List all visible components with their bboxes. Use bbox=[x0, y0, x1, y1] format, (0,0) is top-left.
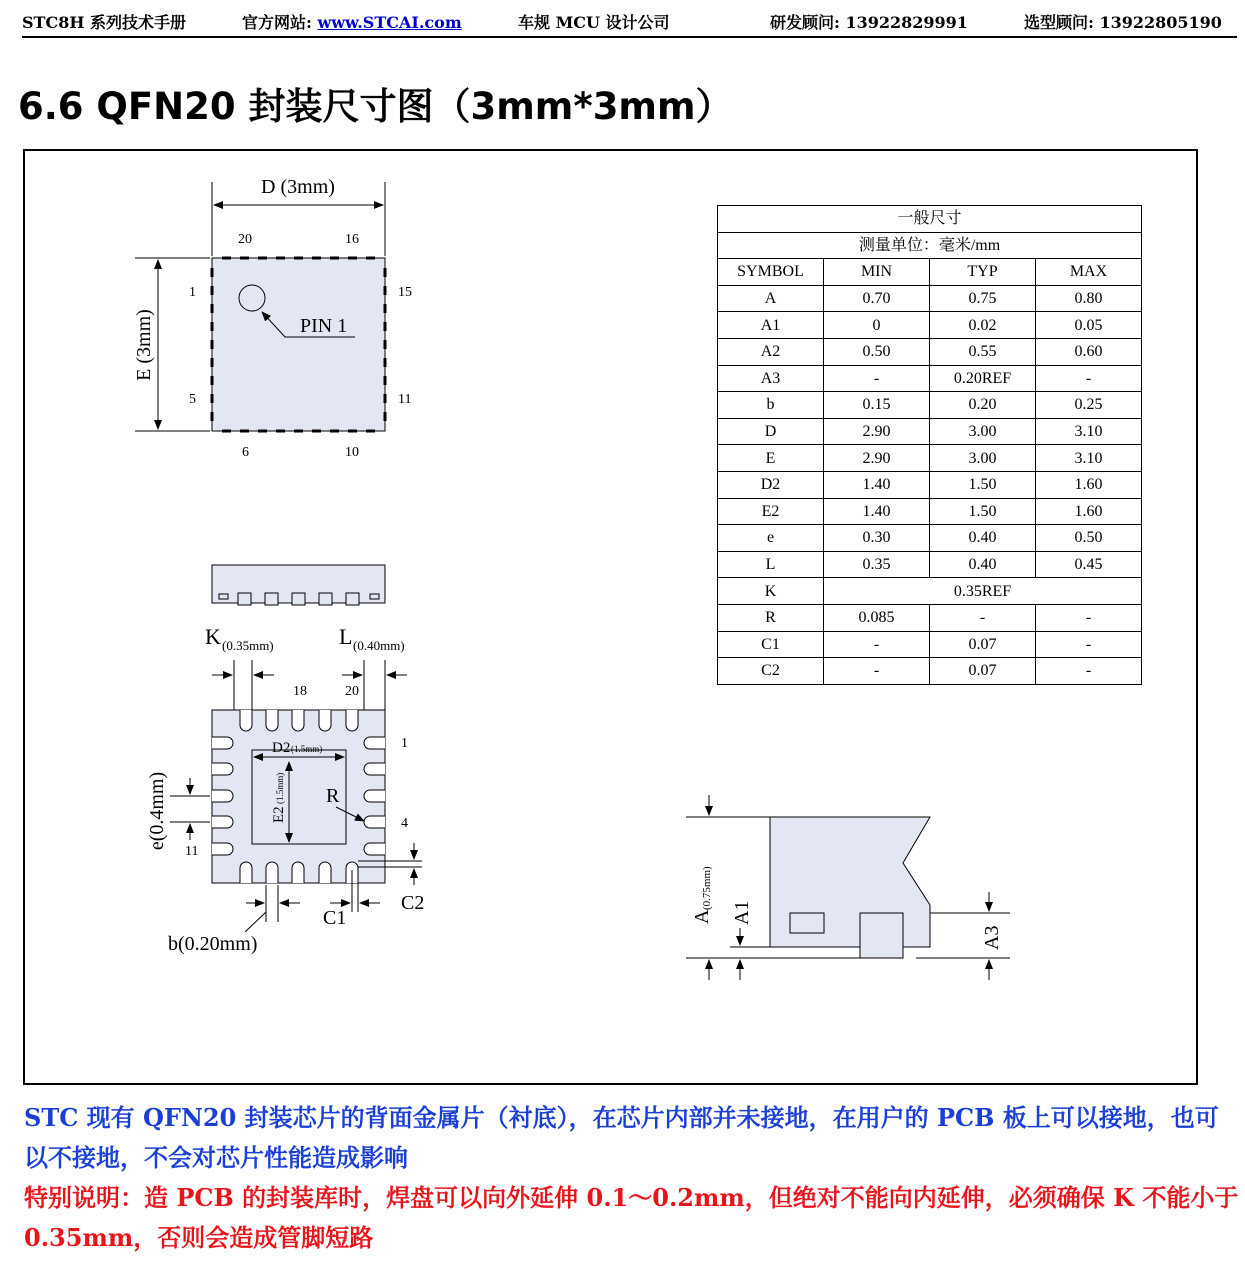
l-subscript: (0.40mm) bbox=[353, 638, 405, 653]
table-cell: E bbox=[718, 445, 824, 472]
table-row bbox=[718, 578, 1142, 605]
table-title: 一般尺寸 bbox=[718, 206, 1142, 233]
side-view bbox=[212, 565, 385, 605]
table-cell: 0.55 bbox=[930, 338, 1036, 365]
table-row bbox=[718, 445, 1142, 472]
table-header-row bbox=[718, 259, 1142, 286]
d-dimension-label: D (3mm) bbox=[261, 176, 335, 198]
a1-label: A1 bbox=[731, 900, 753, 925]
table-cell: D bbox=[718, 418, 824, 445]
top-view bbox=[133, 176, 412, 460]
table-unit-row bbox=[718, 232, 1142, 259]
pin-label-11: 11 bbox=[398, 392, 412, 407]
table-cell: 0.07 bbox=[930, 631, 1036, 658]
table-header-cell: MAX bbox=[1036, 259, 1142, 286]
table-cell: 0.30 bbox=[824, 525, 930, 552]
table-row bbox=[718, 365, 1142, 392]
section-title: 6.6 QFN20 封装尺寸图（3mm*3mm） bbox=[18, 85, 733, 128]
manual-title: STC8H 系列技术手册 bbox=[22, 13, 187, 32]
table-cell: 1.60 bbox=[1036, 471, 1142, 498]
table-cell: 0.35REF bbox=[824, 578, 1142, 605]
table-cell: 1.50 bbox=[930, 471, 1036, 498]
pin1-label: PIN 1 bbox=[300, 315, 348, 337]
pin-label-6: 6 bbox=[242, 445, 249, 460]
table-row bbox=[718, 658, 1142, 685]
c1-label: C1 bbox=[323, 907, 347, 929]
d2-subscript: (1.5mm) bbox=[291, 744, 323, 754]
table-cell: 1.40 bbox=[824, 498, 930, 525]
table-row bbox=[718, 471, 1142, 498]
table-cell: 0.07 bbox=[930, 658, 1036, 685]
table-cell: 1.60 bbox=[1036, 498, 1142, 525]
site-label: 官方网站: bbox=[242, 13, 318, 32]
table-cell: 3.10 bbox=[1036, 445, 1142, 472]
sales-contact: 选型顾问: 13922805190 bbox=[1024, 13, 1222, 32]
table-cell: D2 bbox=[718, 471, 824, 498]
e-pitch-label: e(0.4mm) bbox=[146, 771, 168, 851]
table-row bbox=[718, 312, 1142, 339]
a-label: A bbox=[691, 909, 713, 924]
bpin-label-20: 20 bbox=[345, 684, 359, 699]
table-cell: 2.90 bbox=[824, 445, 930, 472]
table-cell: 0.40 bbox=[930, 551, 1036, 578]
table-cell: - bbox=[824, 631, 930, 658]
tagline: 车规 MCU 设计公司 bbox=[518, 13, 670, 32]
table-row bbox=[718, 338, 1142, 365]
d2-label: D2 bbox=[272, 740, 291, 756]
table-header-cell: TYP bbox=[930, 259, 1036, 286]
table-cell: 0.02 bbox=[930, 312, 1036, 339]
b-label: b(0.20mm) bbox=[168, 933, 258, 955]
k-label: K bbox=[205, 624, 221, 649]
table-row bbox=[718, 418, 1142, 445]
table-cell: E2 bbox=[718, 498, 824, 525]
table-cell: - bbox=[824, 658, 930, 685]
c2-label: C2 bbox=[401, 892, 425, 914]
table-cell: 0.25 bbox=[1036, 392, 1142, 419]
table-cell: 0 bbox=[824, 312, 930, 339]
e-dimension-label: E (3mm) bbox=[133, 309, 155, 381]
table-cell: A bbox=[718, 285, 824, 312]
pin-label-20: 20 bbox=[238, 232, 252, 247]
table-cell: L bbox=[718, 551, 824, 578]
table-row bbox=[718, 285, 1142, 312]
table-cell: 0.15 bbox=[824, 392, 930, 419]
pcb-warning-note: 特别说明：造 PCB 的封装库时，焊盘可以向外延伸 0.1～0.2mm，但绝对不能向内延伸，必须确保 K 不能小于 0.35mm，否则会造成管脚短路 bbox=[24, 1183, 1239, 1252]
bpin-label-4: 4 bbox=[401, 816, 408, 831]
table-cell: 0.50 bbox=[824, 338, 930, 365]
table-cell: 0.75 bbox=[930, 285, 1036, 312]
table-cell: 0.60 bbox=[1036, 338, 1142, 365]
table-row bbox=[718, 631, 1142, 658]
table-cell: A1 bbox=[718, 312, 824, 339]
table-cell: 1.40 bbox=[824, 471, 930, 498]
bpin-label-1: 1 bbox=[401, 736, 408, 751]
table-row bbox=[718, 392, 1142, 419]
table-cell: 0.80 bbox=[1036, 285, 1142, 312]
section-view bbox=[686, 795, 1010, 980]
table-cell: 0.45 bbox=[1036, 551, 1142, 578]
pin-label-10: 10 bbox=[345, 445, 359, 460]
table-header-cell: SYMBOL bbox=[718, 259, 824, 286]
e2-label: E2 bbox=[271, 806, 287, 823]
table-cell: R bbox=[718, 604, 824, 631]
table-cell: 0.20REF bbox=[930, 365, 1036, 392]
a-subscript: (0.75mm) bbox=[701, 866, 713, 910]
table-row bbox=[718, 551, 1142, 578]
table-unit: 测量单位：毫米/mm bbox=[718, 232, 1142, 259]
site-link[interactable]: www.STCAI.com bbox=[317, 13, 462, 32]
top-body bbox=[212, 258, 385, 431]
table-cell: 0.35 bbox=[824, 551, 930, 578]
table-cell: 0.50 bbox=[1036, 525, 1142, 552]
pin-label-5: 5 bbox=[189, 392, 196, 407]
table-row bbox=[718, 604, 1142, 631]
table-row bbox=[718, 498, 1142, 525]
table-cell: K bbox=[718, 578, 824, 605]
table-cell: 0.70 bbox=[824, 285, 930, 312]
table-cell: 0.05 bbox=[1036, 312, 1142, 339]
table-cell: A2 bbox=[718, 338, 824, 365]
table-row bbox=[718, 525, 1142, 552]
table-cell: b bbox=[718, 392, 824, 419]
table-cell: 0.20 bbox=[930, 392, 1036, 419]
table-cell: 3.00 bbox=[930, 445, 1036, 472]
bpin-label-11: 11 bbox=[185, 844, 199, 859]
pin-label-16: 16 bbox=[345, 232, 359, 247]
table-cell: - bbox=[824, 365, 930, 392]
table-cell: C1 bbox=[718, 631, 824, 658]
table-cell: 1.50 bbox=[930, 498, 1036, 525]
r-label: R bbox=[326, 785, 340, 807]
pin-label-1: 1 bbox=[189, 285, 196, 300]
table-header-cell: MIN bbox=[824, 259, 930, 286]
table-cell: - bbox=[1036, 631, 1142, 658]
table-cell: 3.00 bbox=[930, 418, 1036, 445]
bottom-view bbox=[146, 624, 424, 955]
table-cell: e bbox=[718, 525, 824, 552]
l-label: L bbox=[339, 624, 353, 649]
table-cell: 3.10 bbox=[1036, 418, 1142, 445]
table-cell: - bbox=[1036, 658, 1142, 685]
table-cell: A3 bbox=[718, 365, 824, 392]
table-title-row bbox=[718, 206, 1142, 233]
table-cell: C2 bbox=[718, 658, 824, 685]
pin-label-15: 15 bbox=[398, 285, 412, 300]
bpin-label-18: 18 bbox=[293, 684, 307, 699]
rnd-contact: 研发顾问: 13922829991 bbox=[770, 13, 968, 32]
a3-label: A3 bbox=[981, 925, 1003, 950]
table-cell: - bbox=[1036, 365, 1142, 392]
e2-subscript: (1.5mm) bbox=[275, 772, 285, 804]
table-cell: 0.085 bbox=[824, 604, 930, 631]
substrate-note: STC 现有 QFN20 封装芯片的背面金属片（衬底），在芯片内部并未接地，在用户的 PCB 板上可以接地，也可以不接地，不会对芯片性能造成影响 bbox=[24, 1103, 1219, 1172]
table-cell: - bbox=[930, 604, 1036, 631]
k-subscript: (0.35mm) bbox=[222, 638, 274, 653]
table-cell: - bbox=[1036, 604, 1142, 631]
table-cell: 0.40 bbox=[930, 525, 1036, 552]
dimension-table bbox=[717, 205, 1142, 685]
table-cell: 2.90 bbox=[824, 418, 930, 445]
pin1-dot bbox=[239, 285, 265, 311]
